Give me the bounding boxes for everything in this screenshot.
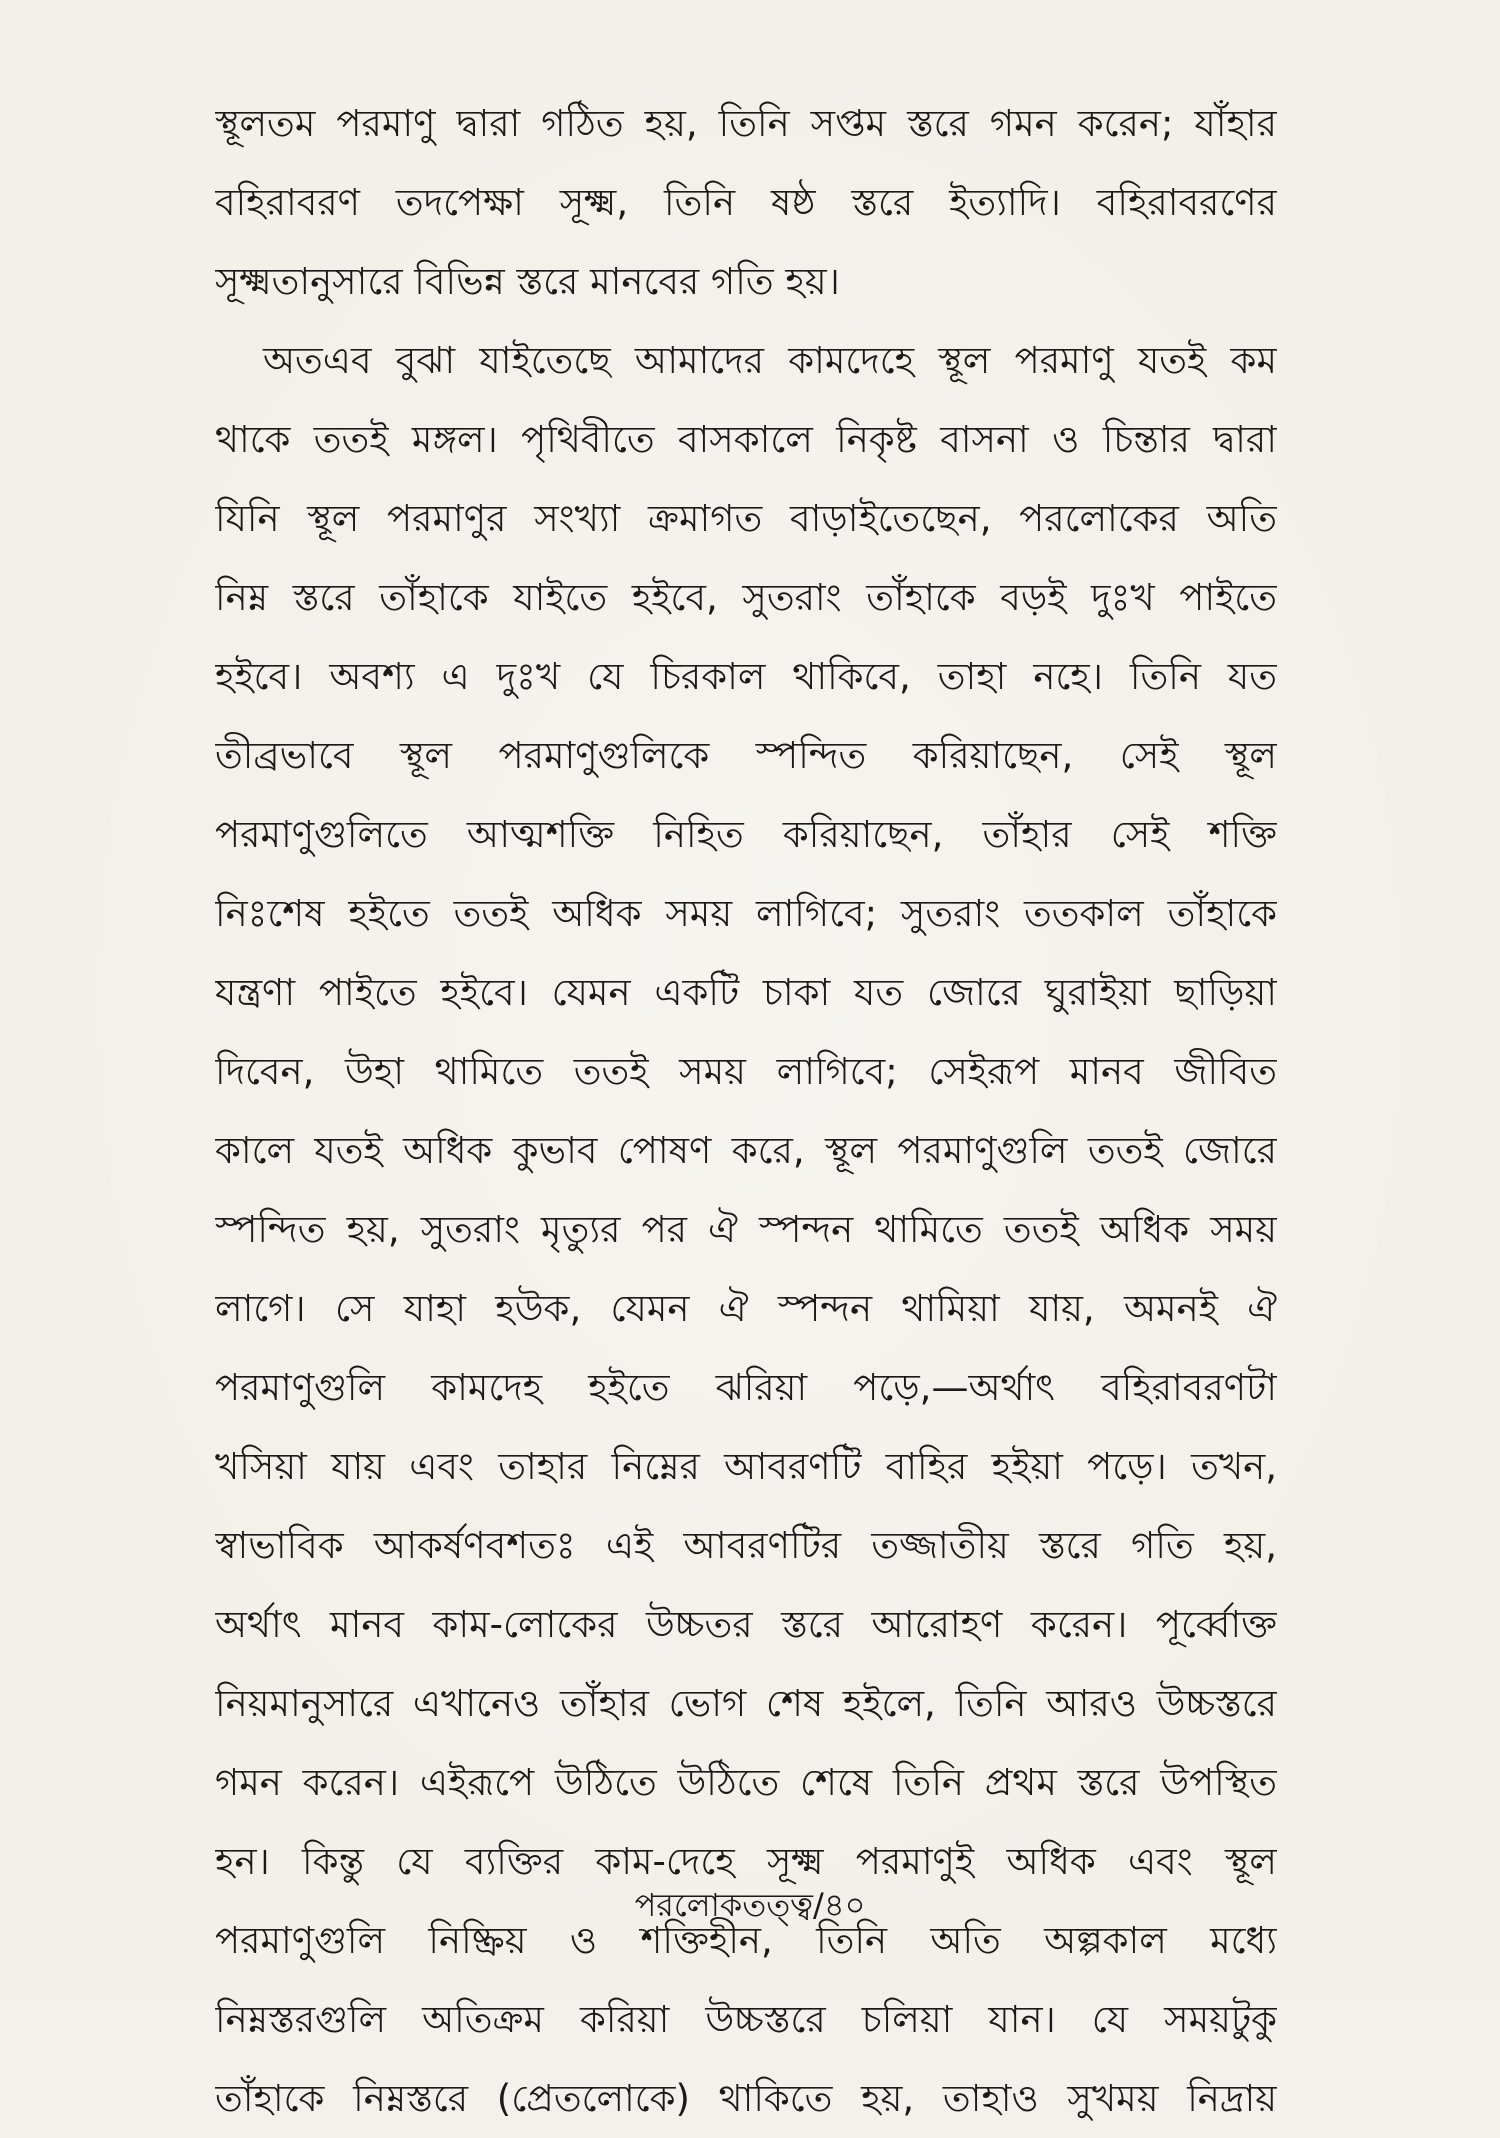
text-line: স্পন্দিত হয়, সুতরাং মৃত্যুর পর ঐ স্পন্দন থামিতে ততই অধিক সময় bbox=[215, 1208, 1277, 1251]
text-line: নিম্নস্তরগুলি অতিক্রম করিয়া উচ্চস্তরে চলিয়া যান। যে সময়টুকু bbox=[215, 1998, 1277, 2041]
text-line: পরমাণুগুলি নিষ্ক্রিয় ও শক্তিহীন, তিনি অতি অল্পকাল মধ্যে bbox=[215, 1919, 1277, 1962]
text-line: খসিয়া যায় এবং তাহার নিম্নের আবরণটি বাহির হইয়া পড়ে। তখন, bbox=[215, 1445, 1277, 1488]
text-line: স্থূলতম পরমাণু দ্বারা গঠিত হয়, তিনি সপ্তম স্তরে গমন করেন; যাঁহার bbox=[215, 102, 1277, 145]
text-line: নিয়মানুসারে এখানেও তাঁহার ভোগ শেষ হইলে, তিনি আরও উচ্চস্তরে bbox=[215, 1682, 1277, 1725]
text-line: পরমাণুগুলিতে আত্মশক্তি নিহিত করিয়াছেন, তাঁহার সেই শক্তি bbox=[215, 813, 1277, 856]
text-line: যিনি স্থূল পরমাণুর সংখ্যা ক্রমাগত বাড়াইতেছেন, পরলোকের অতি bbox=[215, 497, 1277, 540]
text-line: নিঃশেষ হইতে ততই অধিক সময় লাগিবে; সুতরাং ততকাল তাঁহাকে bbox=[215, 892, 1277, 935]
paragraph-1 bbox=[215, 84, 1277, 321]
text-line: অর্থাৎ মানব কাম-লোকের উচ্চতর স্তরে আরোহণ করেন। পূর্ব্বোক্ত bbox=[215, 1603, 1277, 1646]
text-line: পরমাণুগুলি কামদেহ হইতে ঝরিয়া পড়ে,—অর্থাৎ বহিরাবরণটা bbox=[215, 1366, 1277, 1409]
paragraph-2 bbox=[215, 321, 1277, 2138]
text-line: হন। কিন্তু যে ব্যক্তির কাম-দেহে সূক্ষ্ম পরমাণুই অধিক এবং স্থূল bbox=[215, 1840, 1277, 1883]
text-line: কালে যতই অধিক কুভাব পোষণ করে, স্থূল পরমাণুগুলি ততই জোরে bbox=[215, 1129, 1277, 1172]
text-line: তাঁহাকে নিম্নস্তরে (প্রেতলোকে) থাকিতে হয়, তাহাও সুখময় নিদ্রায় bbox=[215, 2077, 1277, 2120]
text-line: দিবেন, উহা থামিতে ততই সময় লাগিবে; সেইরূপ মানব জীবিত bbox=[215, 1050, 1277, 1093]
text-line: অতএব বুঝা যাইতেছে আমাদের কামদেহে স্থূল পরমাণু যতই কম bbox=[263, 339, 1277, 382]
text-line: তীব্রভাবে স্থূল পরমাণুগুলিকে স্পন্দিত করিয়াছেন, সেই স্থূল bbox=[215, 734, 1277, 777]
page-footer: পরলোকতত্ত্ব/৪০ bbox=[634, 1886, 866, 1924]
text-line: যন্ত্রণা পাইতে হইবে। যেমন একটি চাকা যত জোরে ঘুরাইয়া ছাড়িয়া bbox=[215, 971, 1277, 1014]
text-line: হইবে। অবশ্য এ দুঃখ যে চিরকাল থাকিবে, তাহা নহে। তিনি যত bbox=[215, 655, 1277, 698]
text-line: লাগে। সে যাহা হউক, যেমন ঐ স্পন্দন থামিয়া যায়, অমনই ঐ bbox=[215, 1287, 1277, 1330]
text-line: সূক্ষ্মতানুসারে বিভিন্ন স্তরে মানবের গতি হয়। bbox=[215, 260, 840, 303]
text-line: নিম্ন স্তরে তাঁহাকে যাইতে হইবে, সুতরাং তাঁহাকে বড়ই দুঃখ পাইতে bbox=[215, 576, 1277, 619]
text-line: বহিরাবরণ তদপেক্ষা সূক্ষ্ম, তিনি ষষ্ঠ স্তরে ইত্যাদি। বহিরাবরণের bbox=[215, 181, 1277, 224]
text-line: গমন করেন। এইরূপে উঠিতে উঠিতে শেষে তিনি প্রথম স্তরে উপস্থিত bbox=[215, 1761, 1277, 1804]
body-text bbox=[215, 84, 1277, 2138]
text-line: থাকে ততই মঙ্গল। পৃথিবীতে বাসকালে নিকৃষ্ট বাসনা ও চিন্তার দ্বারা bbox=[215, 418, 1277, 461]
text-line: স্বাভাবিক আকর্ষণবশতঃ এই আবরণটির তজ্জাতীয় স্তরে গতি হয়, bbox=[215, 1524, 1277, 1567]
